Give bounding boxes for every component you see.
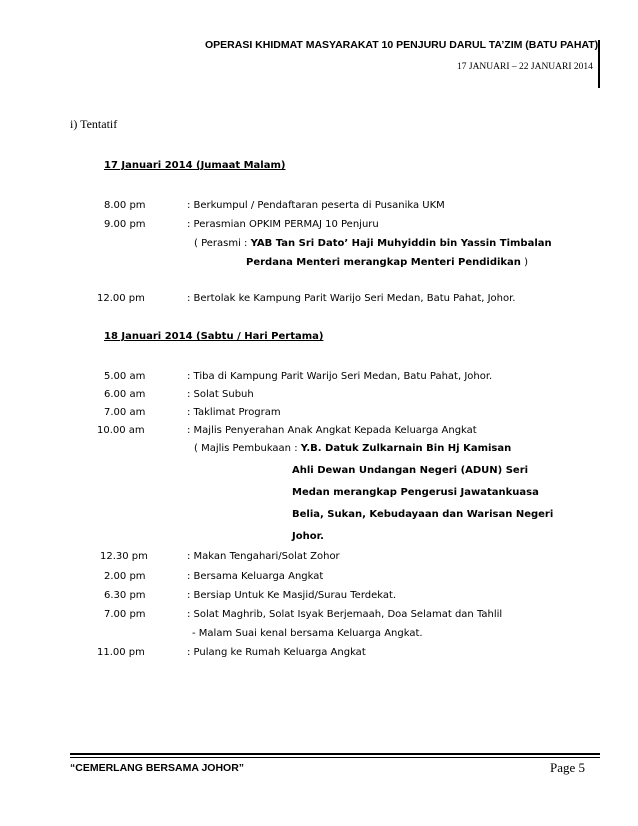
footer-motto: “CEMERLANG BERSAMA JOHOR” (70, 762, 245, 774)
schedule-activity: : Berkumpul / Pendaftaran peserta di Pusanika UKM (187, 200, 445, 211)
day1-title: 17 Januari 2014 (Jumaat Malam) (104, 160, 286, 171)
schedule-time: 11.00 pm (97, 647, 145, 658)
guest-note-suffix: ) (520, 257, 529, 268)
guest-name: Y.B. Datuk Zulkarnain Bin Hj Kamisan (300, 443, 512, 454)
guest-note (194, 238, 552, 249)
guest-note-line (292, 487, 539, 498)
page-number: Page 5 (550, 760, 586, 775)
guest-note-prefix: ( Majlis Pembukaan : (194, 443, 301, 454)
schedule-time: 2.00 pm (104, 571, 146, 582)
schedule-time: 7.00 pm (104, 609, 146, 620)
schedule-time: 5.00 am (104, 371, 146, 382)
schedule-time: 10.00 am (97, 425, 145, 436)
day2-title: 18 Januari 2014 (Sabtu / Hari Pertama) (104, 331, 324, 342)
schedule-activity: : Bersiap Untuk Ke Masjid/Surau Terdekat. (187, 590, 397, 601)
footer-rule (70, 753, 600, 755)
schedule-activity: : Bertolak ke Kampung Parit Warijo Seri Medan, Batu Pahat, Johor. (187, 293, 516, 304)
header-rule (598, 40, 600, 88)
schedule-activity: : Taklimat Program (187, 407, 281, 418)
schedule-activity: : Bersama Keluarga Angkat (187, 571, 324, 582)
guest-title: Perdana Menteri merangkap Menteri Pendidikan (246, 257, 521, 268)
schedule-time: 12.00 pm (97, 293, 145, 304)
schedule-time: 6.30 pm (104, 590, 146, 601)
footer-rule-thin (70, 757, 600, 758)
schedule-activity: : Makan Tengahari/Solat Zohor (187, 551, 340, 562)
guest-title: Medan merangkap Pengerusi Jawatankuasa (292, 487, 539, 498)
guest-note-prefix: ( Perasmi : (194, 238, 251, 249)
header-date: 17 JANUARI – 22 JANUARI 2014 (457, 62, 593, 72)
schedule-time: 12.30 pm (100, 551, 148, 562)
schedule-time: 9.00 pm (104, 219, 146, 230)
schedule-time: 6.00 am (104, 389, 146, 400)
guest-note-line (292, 509, 553, 520)
guest-note-line (292, 531, 324, 542)
guest-title: Johor. (292, 531, 324, 542)
schedule-activity: : Tiba di Kampung Parit Warijo Seri Medan, Batu Pahat, Johor. (187, 371, 493, 382)
header-title: OPERASI KHIDMAT MASYARAKAT 10 PENJURU DARUL TA’ZIM (BATU PAHAT) (205, 39, 599, 51)
schedule-activity: : Pulang ke Rumah Keluarga Angkat (187, 647, 366, 658)
sub-note: - Malam Suai kenal bersama Keluarga Angkat. (192, 628, 423, 639)
schedule-time: 8.00 pm (104, 200, 146, 211)
schedule-activity: : Solat Maghrib, Solat Isyak Berjemaah, Doa Selamat dan Tahlil (187, 609, 503, 620)
section-heading: i) Tentatif (70, 117, 118, 131)
schedule-activity: : Perasmian OPKIM PERMAJ 10 Penjuru (187, 219, 379, 230)
schedule-activity: : Majlis Penyerahan Anak Angkat Kepada Keluarga Angkat (187, 425, 477, 436)
schedule-activity: : Solat Subuh (187, 389, 254, 400)
guest-note-line (292, 465, 528, 476)
guest-title: Belia, Sukan, Kebudayaan dan Warisan Negeri (292, 509, 554, 520)
guest-note-line (246, 257, 528, 268)
guest-title: Ahli Dewan Undangan Negeri (ADUN) Seri (292, 465, 529, 476)
guest-name: YAB Tan Sri Dato’ Haji Muhyiddin bin Yassin Timbalan (250, 238, 552, 249)
guest-note (194, 443, 511, 454)
schedule-time: 7.00 am (104, 407, 146, 418)
